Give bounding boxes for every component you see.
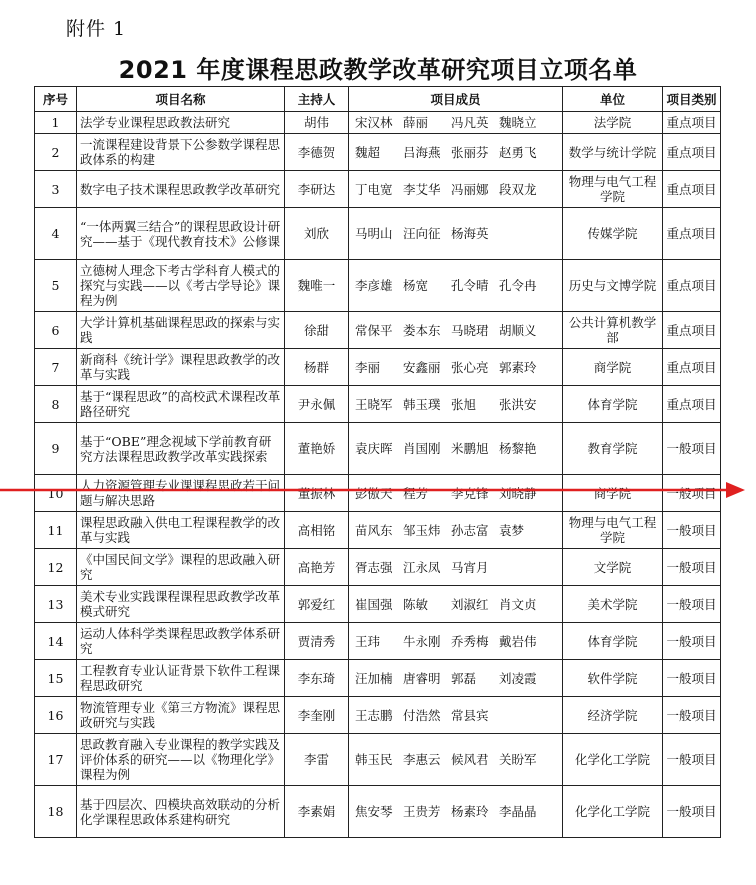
- member-name: 马晓珺: [451, 322, 489, 338]
- project-type: 重点项目: [663, 312, 721, 349]
- member-name: 常保平: [355, 322, 393, 338]
- project-members: [349, 423, 563, 475]
- member-name: 苗风东: [355, 522, 393, 538]
- project-host: 高艳芳: [285, 549, 349, 586]
- col-header-host: 主持人: [285, 87, 349, 112]
- table-row: [35, 697, 721, 734]
- project-type: 一般项目: [663, 734, 721, 786]
- project-name: 《中国民间文学》课程的思政融入研究: [77, 549, 285, 586]
- member-name: 戴岩伟: [499, 633, 537, 649]
- project-host: 胡伟: [285, 112, 349, 134]
- member-name: 刘晓静: [499, 485, 537, 501]
- project-type: 重点项目: [663, 349, 721, 386]
- member-name: 杨黎艳: [499, 441, 537, 456]
- table-header-row: [35, 87, 721, 112]
- member-name: 乔秀梅: [451, 633, 489, 649]
- member-name: 汪向征: [403, 226, 441, 241]
- table-row: [35, 512, 721, 549]
- project-type: 重点项目: [663, 260, 721, 312]
- project-host: 李奎刚: [285, 697, 349, 734]
- table-row: [35, 312, 721, 349]
- member-name: 张旭: [451, 396, 477, 412]
- project-members: [349, 586, 563, 623]
- member-name: 江永凤: [403, 559, 441, 575]
- table-row: [35, 660, 721, 697]
- project-unit: 经济学院: [563, 697, 663, 734]
- table-row: [35, 475, 721, 512]
- project-host: 李东琦: [285, 660, 349, 697]
- project-unit: 法学院: [563, 112, 663, 134]
- document-title: 2021 年度课程思政教学改革研究项目立项名单: [118, 56, 638, 84]
- member-name: 陈敏: [403, 596, 429, 612]
- project-members: [349, 734, 563, 786]
- project-name: 立德树人理念下考古学科育人模式的探究与实践——以《考古学导论》课程为例: [77, 260, 285, 312]
- table-row: [35, 623, 721, 660]
- project-host: 刘欣: [285, 208, 349, 260]
- member-name: 刘凌霞: [499, 670, 537, 686]
- project-members: [349, 549, 563, 586]
- member-name: 肖国刚: [403, 441, 441, 456]
- row-number: 15: [35, 660, 77, 697]
- member-name: 常县宾: [451, 707, 489, 723]
- member-name: 袁梦: [499, 522, 525, 538]
- project-unit: 化学化工学院: [563, 786, 663, 838]
- project-unit: 体育学院: [563, 623, 663, 660]
- member-name: 韩玉民: [355, 752, 393, 767]
- row-number: 1: [35, 112, 77, 134]
- member-name: 王志鹏: [355, 707, 393, 723]
- project-type: 重点项目: [663, 208, 721, 260]
- row-number: 18: [35, 786, 77, 838]
- project-name: 基于“OBE”理念视域下学前教育研究方法课程思政教学改革实践探索: [77, 423, 285, 475]
- member-name: 候风君: [451, 752, 489, 767]
- member-name: 米鹏旭: [451, 441, 489, 456]
- project-host: 李素娟: [285, 786, 349, 838]
- table-row: [35, 260, 721, 312]
- row-number: 13: [35, 586, 77, 623]
- project-name: 法学专业课程思政教法研究: [77, 112, 285, 134]
- member-name: 孙志富: [451, 522, 489, 538]
- row-number: 16: [35, 697, 77, 734]
- member-name: 杨海英: [451, 226, 489, 241]
- project-name: 运动人体科学类课程思政教学体系研究: [77, 623, 285, 660]
- project-members: [349, 386, 563, 423]
- row-number: 10: [35, 475, 77, 512]
- col-header-unit: 单位: [563, 87, 663, 112]
- project-host: 杨群: [285, 349, 349, 386]
- row-number: 3: [35, 171, 77, 208]
- col-header-name: 项目名称: [77, 87, 285, 112]
- project-host: 贾清秀: [285, 623, 349, 660]
- project-name: 物流管理专业《第三方物流》课程思政研究与实践: [77, 697, 285, 734]
- member-name: 王玮: [355, 633, 381, 649]
- table-row: [35, 423, 721, 475]
- project-type: 一般项目: [663, 423, 721, 475]
- project-name: 美术专业实践课程课程思政教学改革模式研究: [77, 586, 285, 623]
- project-members: [349, 112, 563, 134]
- member-name: 张心亮: [451, 359, 489, 375]
- member-name: 冯凡英: [451, 115, 489, 130]
- project-type: 一般项目: [663, 697, 721, 734]
- table-row: [35, 786, 721, 838]
- member-name: 郭素玲: [499, 359, 537, 375]
- table-row: [35, 112, 721, 134]
- project-name: 人力资源管理专业课课程思政若干问题与解决思路: [77, 475, 285, 512]
- member-name: 汪加楠: [355, 670, 393, 686]
- project-type: 重点项目: [663, 386, 721, 423]
- row-number: 11: [35, 512, 77, 549]
- project-name: 基于“课程思政”的高校武术课程改革路径研究: [77, 386, 285, 423]
- member-name: 丁电宽: [355, 181, 393, 197]
- member-name: 冯丽娜: [451, 181, 489, 197]
- project-unit: 文学院: [563, 549, 663, 586]
- table-row: [35, 171, 721, 208]
- table-row: [35, 349, 721, 386]
- row-number: 7: [35, 349, 77, 386]
- project-members: [349, 349, 563, 386]
- member-name: 胥志强: [355, 559, 393, 575]
- member-name: 马明山: [355, 226, 393, 241]
- project-members: [349, 623, 563, 660]
- project-host: 尹永佩: [285, 386, 349, 423]
- row-number: 17: [35, 734, 77, 786]
- project-unit: 物理与电气工程学院: [563, 512, 663, 549]
- member-name: 胡顺义: [499, 322, 537, 338]
- row-number: 8: [35, 386, 77, 423]
- member-name: 付浩然: [403, 707, 441, 723]
- row-number: 9: [35, 423, 77, 475]
- project-name: 一流课程建设背景下公参数学课程思政体系的构建: [77, 134, 285, 171]
- member-name: 孔令冉: [499, 278, 537, 293]
- row-number: 4: [35, 208, 77, 260]
- member-name: 李彦雄: [355, 278, 393, 293]
- project-name: 思政教育融入专业课程的教学实践及评价体系的研究——以《物理化学》课程为例: [77, 734, 285, 786]
- project-list-table: [34, 86, 721, 838]
- project-type: 一般项目: [663, 512, 721, 549]
- member-name: 张丽芬: [451, 144, 489, 160]
- project-host: 李雷: [285, 734, 349, 786]
- project-host: 李研达: [285, 171, 349, 208]
- table-row: [35, 549, 721, 586]
- member-name: 刘淑红: [451, 596, 489, 612]
- project-type: 重点项目: [663, 171, 721, 208]
- project-name: 新商科《统计学》课程思政教学的改革与实践: [77, 349, 285, 386]
- project-members: [349, 660, 563, 697]
- member-name: 赵勇飞: [499, 144, 537, 160]
- member-name: 崔国强: [355, 596, 393, 612]
- member-name: 段双龙: [499, 181, 537, 197]
- project-type: 一般项目: [663, 586, 721, 623]
- project-members: [349, 786, 563, 838]
- attachment-label: 附件 1: [66, 18, 127, 40]
- member-name: 李丽: [355, 359, 381, 375]
- row-number: 12: [35, 549, 77, 586]
- member-name: 宋汉林: [355, 115, 393, 130]
- member-name: 李艾华: [403, 181, 441, 197]
- col-header-members: 项目成员: [349, 87, 563, 112]
- member-name: 吕海燕: [403, 144, 441, 160]
- table-row: [35, 734, 721, 786]
- project-type: 一般项目: [663, 475, 721, 512]
- member-name: 郭磊: [451, 670, 477, 686]
- member-name: 安鑫丽: [403, 359, 441, 375]
- member-name: 杨素玲: [451, 804, 489, 819]
- project-members: [349, 312, 563, 349]
- member-name: 杨宽: [403, 278, 429, 293]
- project-type: 一般项目: [663, 549, 721, 586]
- project-members: [349, 208, 563, 260]
- member-name: 李惠云: [403, 752, 441, 767]
- member-name: 关盼军: [499, 752, 537, 767]
- row-number: 2: [35, 134, 77, 171]
- table-row: [35, 586, 721, 623]
- member-name: 彭傲天: [355, 485, 393, 501]
- project-host: 郭爱红: [285, 586, 349, 623]
- project-unit: 数学与统计学院: [563, 134, 663, 171]
- project-unit: 历史与文博学院: [563, 260, 663, 312]
- project-name: 工程教育专业认证背景下软件工程课程思政研究: [77, 660, 285, 697]
- row-number: 6: [35, 312, 77, 349]
- project-name: 基于四层次、四模块高效联动的分析化学课程思政体系建构研究: [77, 786, 285, 838]
- project-unit: 教育学院: [563, 423, 663, 475]
- member-name: 薛丽: [403, 115, 429, 130]
- project-host: 李德贺: [285, 134, 349, 171]
- member-name: 孔令晴: [451, 278, 489, 293]
- member-name: 王晓军: [355, 396, 393, 412]
- project-members: [349, 697, 563, 734]
- project-members: [349, 171, 563, 208]
- project-name: 大学计算机基础课程思政的探索与实践: [77, 312, 285, 349]
- project-unit: 商学院: [563, 349, 663, 386]
- project-type: 重点项目: [663, 134, 721, 171]
- member-name: 马宵月: [451, 559, 489, 575]
- project-unit: 商学院: [563, 475, 663, 512]
- project-host: 魏唯一: [285, 260, 349, 312]
- table-row: [35, 208, 721, 260]
- project-host: 董振林: [285, 475, 349, 512]
- member-name: 张洪安: [499, 396, 537, 412]
- member-name: 邹玉炜: [403, 522, 441, 538]
- project-unit: 物理与电气工程学院: [563, 171, 663, 208]
- table-row: [35, 134, 721, 171]
- row-number: 5: [35, 260, 77, 312]
- col-header-type: 项目类别: [663, 87, 721, 112]
- project-type: 重点项目: [663, 112, 721, 134]
- member-name: 魏晓立: [499, 115, 537, 130]
- project-name: “一体两翼三结合”的课程思政设计研究——基于《现代教育技术》公修课: [77, 208, 285, 260]
- project-unit: 公共计算机教学部: [563, 312, 663, 349]
- project-type: 一般项目: [663, 623, 721, 660]
- project-host: 徐甜: [285, 312, 349, 349]
- project-name: 课程思政融入供电工程课程教学的改革与实践: [77, 512, 285, 549]
- project-type: 一般项目: [663, 786, 721, 838]
- member-name: 牛永刚: [403, 633, 441, 649]
- member-name: 韩玉璞: [403, 396, 441, 412]
- project-unit: 化学化工学院: [563, 734, 663, 786]
- member-name: 李克锋: [451, 485, 489, 501]
- project-members: [349, 512, 563, 549]
- table-row: [35, 386, 721, 423]
- row-number: 14: [35, 623, 77, 660]
- col-header-no: 序号: [35, 87, 77, 112]
- member-name: 娄本东: [403, 322, 441, 338]
- member-name: 王贵芳: [403, 804, 441, 819]
- project-name: 数字电子技术课程思政教学改革研究: [77, 171, 285, 208]
- project-host: 高相铭: [285, 512, 349, 549]
- project-unit: 传媒学院: [563, 208, 663, 260]
- member-name: 李晶晶: [499, 804, 537, 819]
- project-members: [349, 134, 563, 171]
- member-name: 魏超: [355, 144, 381, 160]
- project-members: [349, 475, 563, 512]
- project-host: 董艳娇: [285, 423, 349, 475]
- member-name: 肖文贞: [499, 596, 537, 612]
- member-name: 唐睿明: [403, 670, 441, 686]
- project-type: 一般项目: [663, 660, 721, 697]
- project-unit: 体育学院: [563, 386, 663, 423]
- project-unit: 美术学院: [563, 586, 663, 623]
- member-name: 袁庆晖: [355, 441, 393, 456]
- member-name: 程芳: [403, 485, 429, 501]
- project-unit: 软件学院: [563, 660, 663, 697]
- member-name: 焦安琴: [355, 804, 393, 819]
- project-members: [349, 260, 563, 312]
